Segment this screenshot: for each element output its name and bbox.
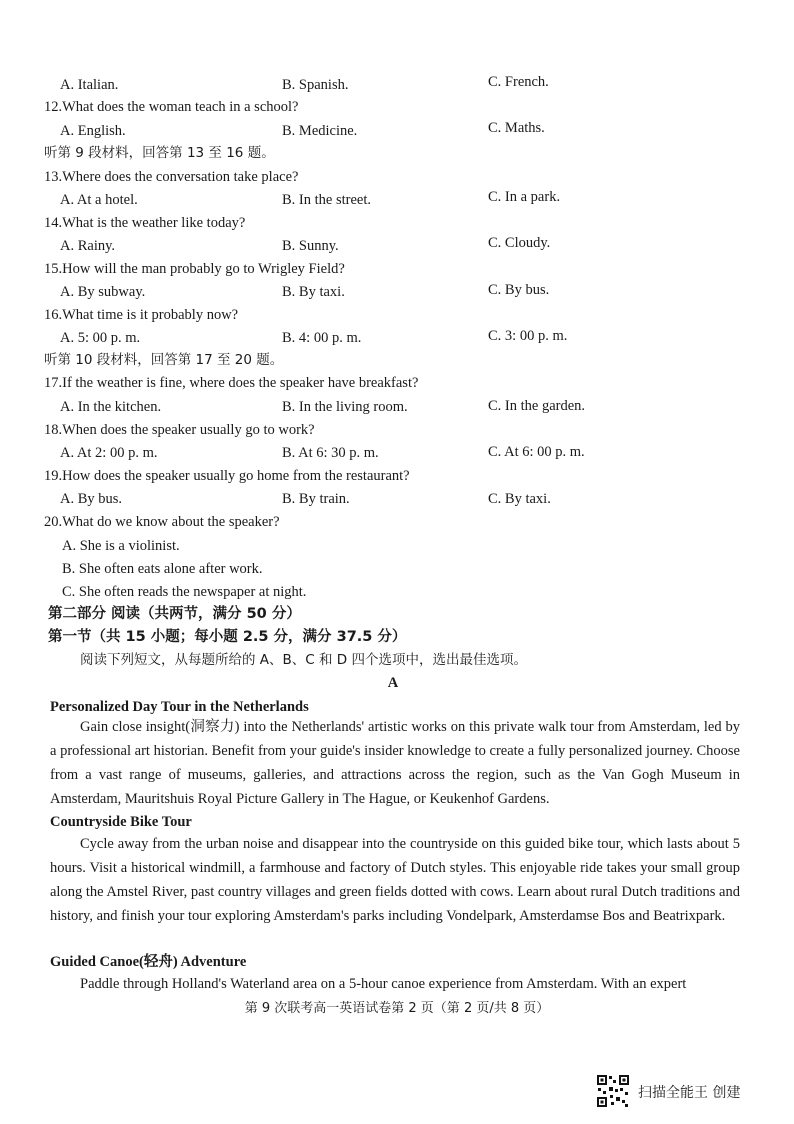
q19-option-b: B. By train. [282, 491, 350, 507]
q14-option-b: B. Sunny. [282, 238, 339, 254]
q18-stem: 18.When does the speaker usually go to work? [44, 422, 315, 438]
q20-option-b: B. She often eats alone after work. [62, 561, 263, 577]
q17-stem: 17.If the weather is fine, where does the speaker have breakfast? [44, 375, 419, 391]
q11-option-b: B. Spanish. [282, 77, 349, 93]
q15-stem: 15.How will the man probably go to Wrigley Field? [44, 261, 345, 277]
q20-option-c: C. She often reads the newspaper at night. [62, 584, 307, 600]
tour2-text: Cycle away from the urban noise and disappear into the countryside on this guided bike tour, which lasts about 5 hours. Visit a historical windmill, a farmhouse and factory of Dutch styles. This enjoyable ride takes your small group along the Amstel River, past country villages and green fields dotted with cows. Learn about rural Dutch traditions and history, and finish your tour exploring Amsterdam's parks including Vondelpark, Amsterdamse Bos and Beatrixpark. [50, 836, 740, 924]
part2-section1-title: 第一节（共 15 小题；每小题 2.5 分，满分 37.5 分） [48, 629, 407, 645]
q15-option-b: B. By taxi. [282, 284, 345, 300]
q16-option-b: B. 4: 00 p. m. [282, 330, 362, 346]
q11-option-c: C. French. [488, 74, 549, 90]
tour2-title: Countryside Bike Tour [50, 814, 192, 830]
q12-option-b: B. Medicine. [282, 123, 358, 139]
q18-option-c: C. At 6: 00 p. m. [488, 444, 585, 460]
passage-letter: A [387, 675, 399, 691]
q18-option-b: B. At 6: 30 p. m. [282, 445, 379, 461]
q19-stem: 19.How does the speaker usually go home from the restaurant? [44, 468, 410, 484]
q14-option-c: C. Cloudy. [488, 235, 551, 251]
section-10-instruction: 听第 10 段材料，回答第 17 至 20 题。 [44, 352, 284, 368]
qr-code-icon [596, 1074, 630, 1108]
q12-stem: 12.What does the woman teach in a school? [44, 99, 299, 115]
part2-instruction: 阅读下列短文，从每题所给的 A、B、C 和 D 四个选项中，选出最佳选项。 [80, 652, 527, 668]
q18-option-a: A. At 2: 00 p. m. [60, 445, 158, 461]
tour1-text: Gain close insight(洞察力) into the Netherlands' artistic works on this private walk tour from Amsterdam, led by a professional art historian. Benefit from your guide's insider knowledge to create a fully personalized journey. Choose from a vast range of museums, galleries, and attractions across the region, such as the Van Gogh Museum in Amsterdam, Mauritshuis Royal Picture Gallery in The Hague, or Keukenhof Gardens. [50, 719, 740, 807]
q11-option-a: A. Italian. [60, 77, 119, 93]
q19-option-c: C. By taxi. [488, 491, 551, 507]
tour3-text: Paddle through Holland's Waterland area on a 5-hour canoe experience from Amsterdam. With an expert [80, 976, 687, 992]
q12-option-c: C. Maths. [488, 120, 545, 136]
q20-option-a: A. She is a violinist. [62, 538, 180, 554]
q17-option-b: B. In the living room. [282, 399, 408, 415]
q15-option-c: C. By bus. [488, 282, 550, 298]
q13-option-b: B. In the street. [282, 192, 371, 208]
q16-stem: 16.What time is it probably now? [44, 307, 239, 323]
page-footer: 第 9 次联考高一英语试卷第 2 页（第 2 页/共 8 页） [244, 1001, 550, 1016]
tour3-title: Guided Canoe(轻舟) Adventure [50, 954, 247, 970]
q16-option-a: A. 5: 00 p. m. [60, 330, 141, 346]
q17-option-c: C. In the garden. [488, 398, 586, 414]
tour1-paragraph [50, 715, 740, 811]
q15-option-a: A. By subway. [60, 284, 146, 300]
q13-option-c: C. In a park. [488, 189, 561, 205]
q13-stem: 13.Where does the conversation take place? [44, 169, 299, 185]
q12-option-a: A. English. [60, 123, 126, 139]
q14-stem: 14.What is the weather like today? [44, 215, 246, 231]
q16-option-c: C. 3: 00 p. m. [488, 328, 568, 344]
tour2-paragraph [50, 832, 740, 928]
scanner-brand-label: 扫描全能王 创建 [638, 1085, 741, 1101]
tour3-paragraph [50, 972, 740, 996]
q13-option-a: A. At a hotel. [60, 192, 138, 208]
tour1-title: Personalized Day Tour in the Netherlands [50, 699, 309, 715]
part2-title: 第二部分 阅读（共两节，满分 50 分） [48, 606, 301, 622]
q20-stem: 20.What do we know about the speaker? [44, 514, 280, 530]
section-9-instruction: 听第 9 段材料，回答第 13 至 16 题。 [44, 145, 275, 161]
q14-option-a: A. Rainy. [60, 238, 116, 254]
q17-option-a: A. In the kitchen. [60, 399, 162, 415]
q19-option-a: A. By bus. [60, 491, 123, 507]
